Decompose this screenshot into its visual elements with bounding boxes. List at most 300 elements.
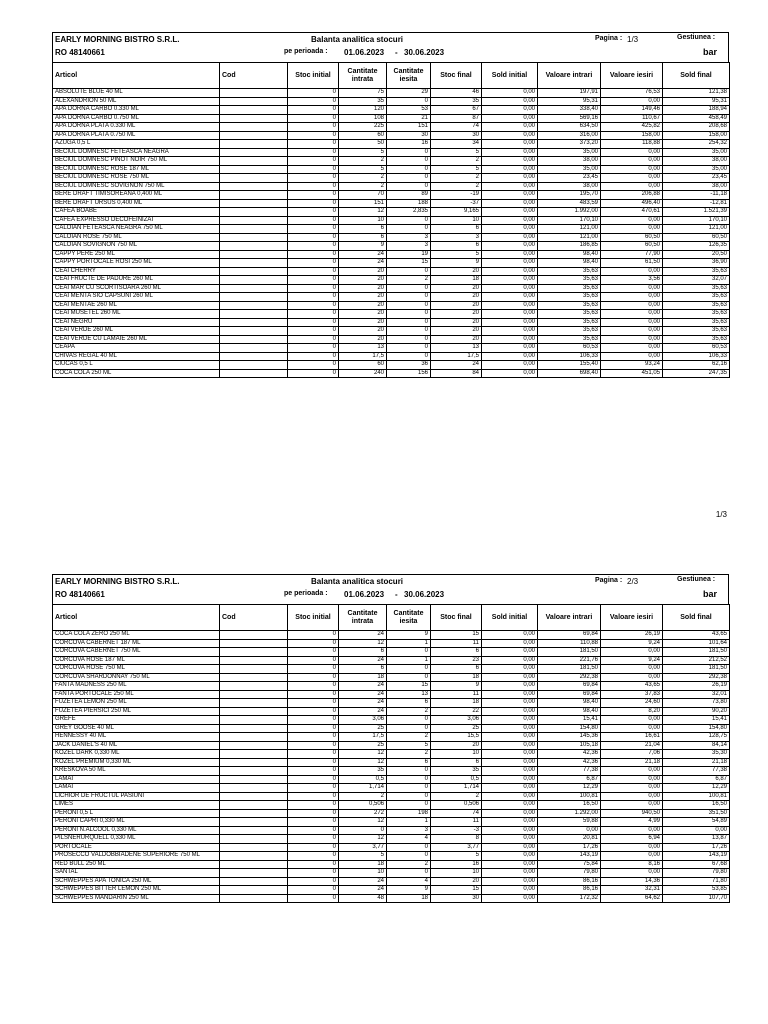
table-cell: -3 (431, 826, 482, 835)
table-cell: 24 (339, 690, 387, 699)
table-row (53, 801, 730, 810)
table-cell: -37 (431, 199, 482, 208)
table-cell: 0,00 (601, 148, 663, 157)
table-cell: 0 (288, 335, 339, 344)
table-cell: 272 (339, 809, 387, 818)
table-cell: 2 (387, 733, 431, 742)
table-cell: CEAPA (53, 344, 220, 353)
stock-table (52, 604, 730, 903)
table-cell: 5 (387, 741, 431, 750)
table-cell: 35,63 (663, 310, 730, 319)
table-cell: 0 (288, 886, 339, 895)
table-row (53, 293, 730, 302)
table-cell (220, 369, 288, 378)
table-cell (220, 639, 288, 648)
table-cell: 35 (339, 97, 387, 106)
table-cell: COCA COLA ZERO 250 ML (53, 631, 220, 640)
table-cell: -12,81 (663, 199, 730, 208)
table-cell (220, 673, 288, 682)
table-cell: 12,29 (663, 784, 730, 793)
table-cell: 35,30 (663, 750, 730, 759)
col-header: Articol (53, 63, 220, 89)
table-cell: APA DORNA PLATA 0.330 ML (53, 123, 220, 132)
table-cell: 0 (387, 97, 431, 106)
table-cell: BERE DRAFT TIMISOREANA 0,400 ML (53, 191, 220, 200)
table-cell: 60,50 (601, 233, 663, 242)
table-cell: 110,67 (601, 114, 663, 123)
table-cell: 95,31 (663, 97, 730, 106)
table-cell: 0,00 (482, 250, 538, 259)
table-cell (220, 741, 288, 750)
table-cell: 0 (387, 784, 431, 793)
table-cell: 79,80 (538, 869, 601, 878)
table-cell: 0 (288, 131, 339, 140)
table-cell: 0,00 (482, 843, 538, 852)
table-cell (220, 886, 288, 895)
table-cell: 35,00 (663, 165, 730, 174)
table-cell: 4 (387, 877, 431, 886)
table-row (53, 665, 730, 674)
table-cell: 0 (288, 140, 339, 149)
table-cell: FUZETEA PIERSICI 250 ML (53, 707, 220, 716)
table-cell (220, 361, 288, 370)
table-cell: 128,75 (663, 733, 730, 742)
table-cell (220, 352, 288, 361)
table-cell: GREFE (53, 716, 220, 725)
table-cell: 10 (431, 750, 482, 759)
table-row (53, 199, 730, 208)
table-cell: 0,00 (482, 191, 538, 200)
table-cell: 38,00 (663, 157, 730, 166)
table-cell: 0 (288, 682, 339, 691)
table-cell: 121,00 (663, 225, 730, 234)
table-cell: 9 (431, 682, 482, 691)
table-row (53, 699, 730, 708)
table-cell: 35,63 (538, 327, 601, 336)
table-cell: 0 (288, 199, 339, 208)
company-cui: RO 48140661 (55, 48, 105, 57)
table-cell: 3,56 (601, 276, 663, 285)
table-cell: 9,24 (601, 656, 663, 665)
table-cell: 20 (431, 741, 482, 750)
table-cell: 25 (339, 724, 387, 733)
table-cell: 24 (339, 682, 387, 691)
table-cell: 0,00 (601, 301, 663, 310)
table-cell: 0,00 (601, 826, 663, 835)
table-cell (220, 852, 288, 861)
table-cell: 0,00 (482, 361, 538, 370)
table-cell: CEAI MENTA SIO CAPSUNI 260 ML (53, 293, 220, 302)
table-cell (220, 826, 288, 835)
table-cell: 0 (387, 775, 431, 784)
table-cell: CORCOVA CABERNET 750 ML (53, 648, 220, 657)
table-cell: 373,20 (538, 140, 601, 149)
table-cell: 35 (431, 97, 482, 106)
table-cell: 0,00 (601, 310, 663, 319)
table-cell: 188,94 (663, 106, 730, 115)
table-cell: 0,00 (482, 344, 538, 353)
table-cell: 15 (387, 259, 431, 268)
table-cell: 425,82 (601, 123, 663, 132)
table-cell: 0,00 (482, 310, 538, 319)
table-cell: CEAI FRUCTE DE PADURE 260 ML (53, 276, 220, 285)
table-cell: 0 (387, 267, 431, 276)
table-cell: 198 (387, 809, 431, 818)
table-cell: 0 (288, 818, 339, 827)
table-cell: 0 (387, 352, 431, 361)
table-cell: 22 (431, 707, 482, 716)
table-row (53, 284, 730, 293)
table-cell: BECIUL DOMNESC FETEASCA NEAGRA (53, 148, 220, 157)
gestiune-value: bar (703, 47, 718, 57)
table-cell: 0,506 (431, 801, 482, 810)
table-cell: 0,00 (482, 140, 538, 149)
table-cell: PORTOCALE (53, 843, 220, 852)
table-cell: 0,00 (663, 826, 730, 835)
table-cell: 0,00 (601, 648, 663, 657)
table-cell: 9 (431, 259, 482, 268)
table-cell: 17,26 (663, 843, 730, 852)
table-cell: 0,00 (482, 318, 538, 327)
table-cell: 21,18 (663, 758, 730, 767)
table-cell: 42,36 (538, 750, 601, 759)
table-cell: 67 (431, 106, 482, 115)
table-cell: 101,64 (663, 639, 730, 648)
table-cell: 0 (288, 106, 339, 115)
table-cell: FUZETEA LEMON 250 ML (53, 699, 220, 708)
table-cell (220, 335, 288, 344)
table-cell: RED BULL 250 ML (53, 860, 220, 869)
col-header: Cantitate iesita (387, 63, 431, 89)
table-cell: 46 (431, 89, 482, 98)
table-cell: BERE DRAFT URSUS 0,400 ML (53, 199, 220, 208)
table-cell: 35,00 (538, 165, 601, 174)
table-cell: 0 (288, 89, 339, 98)
table-row (53, 335, 730, 344)
table-cell: 181,50 (663, 665, 730, 674)
table-cell: 0,00 (601, 157, 663, 166)
table-cell: 0,00 (482, 690, 538, 699)
table-cell: 6 (431, 242, 482, 251)
table-cell: 0 (288, 208, 339, 217)
table-cell: 0 (288, 165, 339, 174)
table-cell: 0,00 (482, 886, 538, 895)
table-cell: 0 (288, 826, 339, 835)
table-cell: 0,00 (482, 648, 538, 657)
date-from: 01.06.2023 (344, 590, 385, 599)
table-cell: 69,84 (538, 631, 601, 640)
table-cell (220, 835, 288, 844)
table-cell: 11 (431, 690, 482, 699)
table-cell: 172,32 (538, 894, 601, 903)
table-cell: 2 (339, 157, 387, 166)
table-cell: 10 (431, 216, 482, 225)
table-cell: 149,46 (601, 106, 663, 115)
table-cell: 0 (288, 852, 339, 861)
table-cell: 0 (387, 327, 431, 336)
table-cell: 10 (431, 869, 482, 878)
table-cell: 0 (288, 665, 339, 674)
table-cell: 2 (339, 182, 387, 191)
gestiune-value: bar (703, 589, 718, 599)
table-cell: 30 (387, 131, 431, 140)
table-row (53, 639, 730, 648)
table-cell: 60,53 (538, 344, 601, 353)
table-cell: 0,00 (601, 267, 663, 276)
table-cell (220, 131, 288, 140)
table-cell: 0 (339, 826, 387, 835)
table-cell: 98,40 (538, 699, 601, 708)
table-cell: 0,00 (482, 826, 538, 835)
table-cell: 0 (387, 648, 431, 657)
table-cell: 0,00 (538, 826, 601, 835)
table-cell: 90,20 (663, 707, 730, 716)
table-cell: 4,99 (601, 818, 663, 827)
table-cell: 5 (339, 165, 387, 174)
table-cell: 0 (288, 741, 339, 750)
table-cell: 0,00 (482, 750, 538, 759)
table-cell: 29 (387, 89, 431, 98)
table-row (53, 877, 730, 886)
table-cell: 36,90 (663, 259, 730, 268)
table-cell (220, 157, 288, 166)
table-cell (220, 767, 288, 776)
page-number: 1/3 (627, 35, 639, 44)
table-cell: 8,20 (601, 707, 663, 716)
table-cell: 0 (288, 191, 339, 200)
table-cell: 3,06 (431, 716, 482, 725)
table-cell: 496,40 (601, 199, 663, 208)
table-cell: 6 (431, 665, 482, 674)
table-cell: 0,00 (601, 673, 663, 682)
table-cell: 0 (387, 301, 431, 310)
table-cell: 20 (431, 293, 482, 302)
table-cell: 126,35 (663, 242, 730, 251)
table-cell: 0 (288, 673, 339, 682)
table-cell: 5 (431, 852, 482, 861)
table-row (53, 242, 730, 251)
table-cell: 0,00 (601, 293, 663, 302)
table-cell: 170,10 (663, 216, 730, 225)
table-cell: BECIUL DOMNESC ROSE 187 ML (53, 165, 220, 174)
table-cell (220, 199, 288, 208)
table-cell: 100,81 (663, 792, 730, 801)
table-cell: 35,63 (663, 267, 730, 276)
table-row (53, 843, 730, 852)
table-cell: 0,00 (601, 335, 663, 344)
table-cell: 18 (339, 673, 387, 682)
table-cell (220, 97, 288, 106)
table-cell: 21 (387, 114, 431, 123)
table-cell: HENNESSY 40 ML (53, 733, 220, 742)
table-cell: 0,00 (482, 792, 538, 801)
col-header: Sold initial (482, 605, 538, 631)
table-cell: 110,88 (538, 639, 601, 648)
table-cell: CEAI VERDE CU LAMAIE 260 ML (53, 335, 220, 344)
table-cell: PERONI N.ALCOOL 0,330 ML (53, 826, 220, 835)
table-row (53, 250, 730, 259)
table-cell: 20 (339, 293, 387, 302)
table-row (53, 767, 730, 776)
col-header: Cantitate intrata (339, 63, 387, 89)
table-cell: 24,60 (601, 699, 663, 708)
table-cell: 35,63 (538, 276, 601, 285)
table-cell: 0 (288, 699, 339, 708)
table-cell: 25 (431, 724, 482, 733)
table-cell: 0 (288, 250, 339, 259)
table-cell (220, 877, 288, 886)
table-cell: 0 (288, 352, 339, 361)
table-cell: 0,00 (601, 284, 663, 293)
table-cell (220, 182, 288, 191)
report-header (52, 574, 729, 604)
table-cell: CEAI CHERRY (53, 267, 220, 276)
table-cell: 35,63 (538, 335, 601, 344)
table-cell: 0 (288, 114, 339, 123)
table-cell: 0,00 (601, 182, 663, 191)
table-cell: 12,29 (538, 784, 601, 793)
table-cell: CORCOVA ROSE 187 ML (53, 656, 220, 665)
col-header: Stoc final (431, 605, 482, 631)
table-row (53, 724, 730, 733)
table-cell: 483,59 (538, 199, 601, 208)
table-row (53, 106, 730, 115)
table-cell: 0,00 (601, 352, 663, 361)
table-cell: 0,00 (601, 216, 663, 225)
table-cell: 0,00 (482, 199, 538, 208)
table-row (53, 208, 730, 217)
table-cell: 0,00 (482, 809, 538, 818)
table-cell (220, 648, 288, 657)
table-cell: 35,63 (538, 293, 601, 302)
table-cell: 1 (387, 639, 431, 648)
col-header: Stoc initial (288, 63, 339, 89)
table-cell: 0,00 (482, 784, 538, 793)
table-cell: ALEXANDRION 50 ML (53, 97, 220, 106)
date-to: 30.06.2023 (404, 590, 445, 599)
table-cell: 0 (288, 216, 339, 225)
table-cell: 0,00 (482, 707, 538, 716)
col-header: Cantitate intrata (339, 605, 387, 631)
table-row (53, 97, 730, 106)
table-cell: 0,00 (482, 801, 538, 810)
table-cell: 24 (339, 631, 387, 640)
table-cell: CALOIAN FETEASCA NEAGRA 750 ML (53, 225, 220, 234)
table-cell (220, 123, 288, 132)
table-cell: 34 (431, 140, 482, 149)
table-cell: AZUGA 0,5 L (53, 140, 220, 149)
table-cell: 0 (288, 301, 339, 310)
table-row (53, 631, 730, 640)
table-cell: APA DORNA PLATA 0.750 ML (53, 131, 220, 140)
table-cell: 0 (387, 724, 431, 733)
table-cell: 212,52 (663, 656, 730, 665)
table-cell: 79,80 (663, 869, 730, 878)
period-label: pe perioada : (284, 590, 328, 597)
table-cell: 0 (387, 148, 431, 157)
table-cell: 0 (387, 216, 431, 225)
table-cell (220, 707, 288, 716)
table-cell: 2,835 (387, 208, 431, 217)
table-cell (220, 843, 288, 852)
table-cell (220, 191, 288, 200)
table-cell: 100,81 (538, 792, 601, 801)
table-cell (220, 318, 288, 327)
table-cell: 0,00 (482, 267, 538, 276)
table-cell (220, 89, 288, 98)
table-cell: 21,18 (601, 758, 663, 767)
table-cell: 0,00 (601, 344, 663, 353)
table-cell (220, 656, 288, 665)
table-cell: 17,5 (431, 352, 482, 361)
col-header: Cod (220, 63, 288, 89)
table-cell: 16,61 (601, 733, 663, 742)
table-cell: 247,35 (663, 369, 730, 378)
table-row (53, 352, 730, 361)
table-cell: 20 (339, 318, 387, 327)
table-cell: 20 (431, 335, 482, 344)
table-cell: 35,63 (663, 318, 730, 327)
table-cell: 0,00 (482, 242, 538, 251)
table-row (53, 741, 730, 750)
table-cell: 0 (288, 750, 339, 759)
table-cell: 42,36 (538, 758, 601, 767)
table-cell: 0 (288, 775, 339, 784)
page-number: 2/3 (627, 577, 639, 586)
table-cell: 0 (288, 894, 339, 903)
table-cell: 1.992,00 (538, 208, 601, 217)
table-cell: 0,00 (482, 369, 538, 378)
table-cell: 0 (288, 259, 339, 268)
table-cell: 12 (339, 818, 387, 827)
table-cell: 2 (387, 860, 431, 869)
table-cell (220, 690, 288, 699)
table-cell: 9 (339, 242, 387, 251)
table-cell: 4 (387, 835, 431, 844)
table-cell: 2 (387, 750, 431, 759)
table-cell: 12 (339, 208, 387, 217)
table-cell: 6 (387, 758, 431, 767)
table-cell: 0 (288, 869, 339, 878)
gestiune-label: Gestiunea : (677, 34, 716, 41)
table-cell: -11,18 (663, 191, 730, 200)
table-cell: 24 (339, 877, 387, 886)
table-cell: 16,50 (663, 801, 730, 810)
table-cell (220, 758, 288, 767)
table-row (53, 216, 730, 225)
table-cell: 0,00 (482, 276, 538, 285)
table-cell: 77,38 (663, 767, 730, 776)
table-cell: 20 (431, 318, 482, 327)
table-cell: 0 (288, 707, 339, 716)
table-cell: 0,00 (482, 733, 538, 742)
table-cell: 25 (339, 741, 387, 750)
table-cell: 95,31 (538, 97, 601, 106)
table-cell: 208,68 (663, 123, 730, 132)
table-row (53, 775, 730, 784)
col-header: Valoare intrari (538, 63, 601, 89)
table-cell: 0 (288, 784, 339, 793)
table-cell (220, 784, 288, 793)
table-cell: 8 (431, 835, 482, 844)
table-cell (220, 344, 288, 353)
table-cell: 0 (387, 344, 431, 353)
table-cell: 20 (431, 877, 482, 886)
table-row (53, 140, 730, 149)
table-row (53, 826, 730, 835)
table-cell: 121,00 (538, 225, 601, 234)
table-cell: 0 (288, 284, 339, 293)
